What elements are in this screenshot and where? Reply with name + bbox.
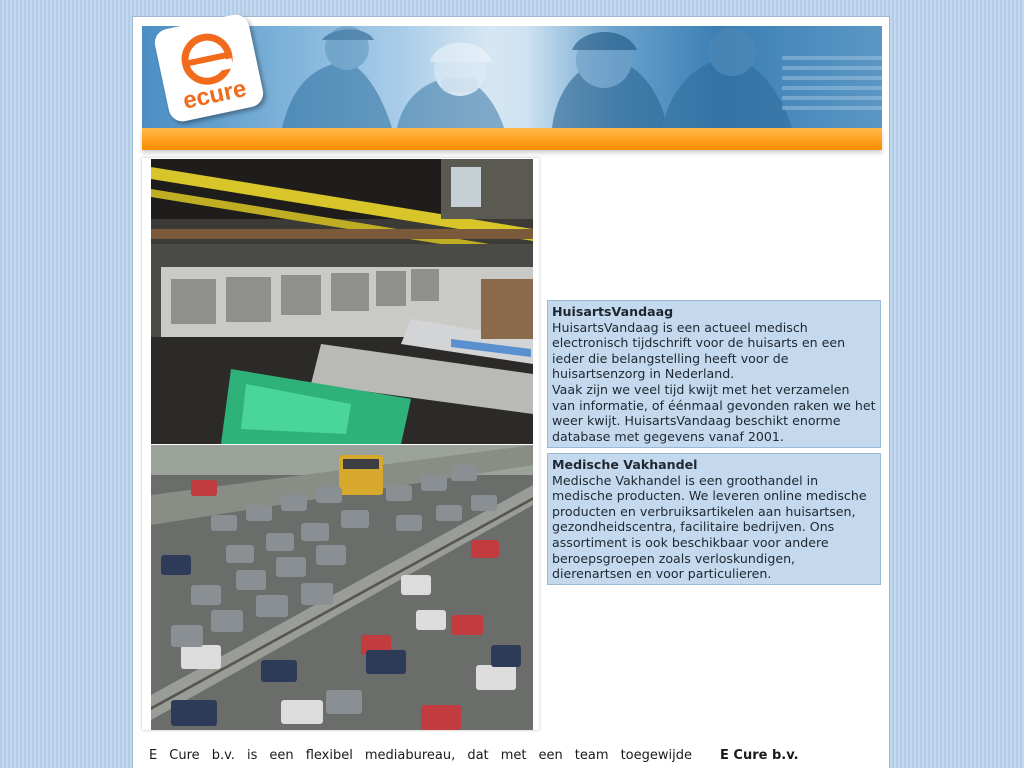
footer-intro-text: E Cure b.v. is een flexibel mediabureau, dat met een team toegewijde	[149, 748, 692, 763]
huisartsvandaag-box[interactable]	[547, 300, 881, 448]
photo-column	[142, 158, 539, 730]
huisartsvandaag-title[interactable]: HuisartsVandaag	[552, 304, 674, 319]
huisartsvandaag-description: HuisartsVandaag is een actueel medisch electronisch tijdschrift voor de huisarts en een ieder die belangstelling heeft voor de huisartsenzorg in Nederland.	[552, 319, 846, 382]
ecure-logo[interactable]	[152, 12, 265, 124]
medische-vakhandel-title[interactable]: Medische Vakhandel	[552, 457, 698, 472]
huisartsvandaag-description-2: Vaak zijn we veel tijd kwijt met het verzamelen van informatie, of éénmaal gevonden raken we het weer kwijt. HuisartsVandaag beschikt enorme database met gegevens vanaf 2001.	[552, 381, 876, 444]
medische-vakhandel-box[interactable]	[547, 453, 881, 585]
network-cables-photo	[151, 159, 533, 444]
medische-vakhandel-description: Medische Vakhandel is een groothandel in medische producten. We leveren online medische producten en verbruiksartikelen aan huisartsen, gezondheidscentra, facilitaire bedrijven. Ons assortiment is ook beschikbaar voor andere beroepsgroepen zoals verloskundigen, dierenartsen en voor particulieren.	[552, 472, 867, 582]
logo-wordmark: ecure	[180, 75, 249, 115]
page-container	[132, 16, 890, 768]
orange-nav-bar	[142, 128, 882, 150]
footer-brand-name: E Cure b.v.	[720, 748, 799, 763]
traffic-highway-photo	[151, 445, 533, 730]
ecure-logo-mark	[152, 12, 265, 124]
